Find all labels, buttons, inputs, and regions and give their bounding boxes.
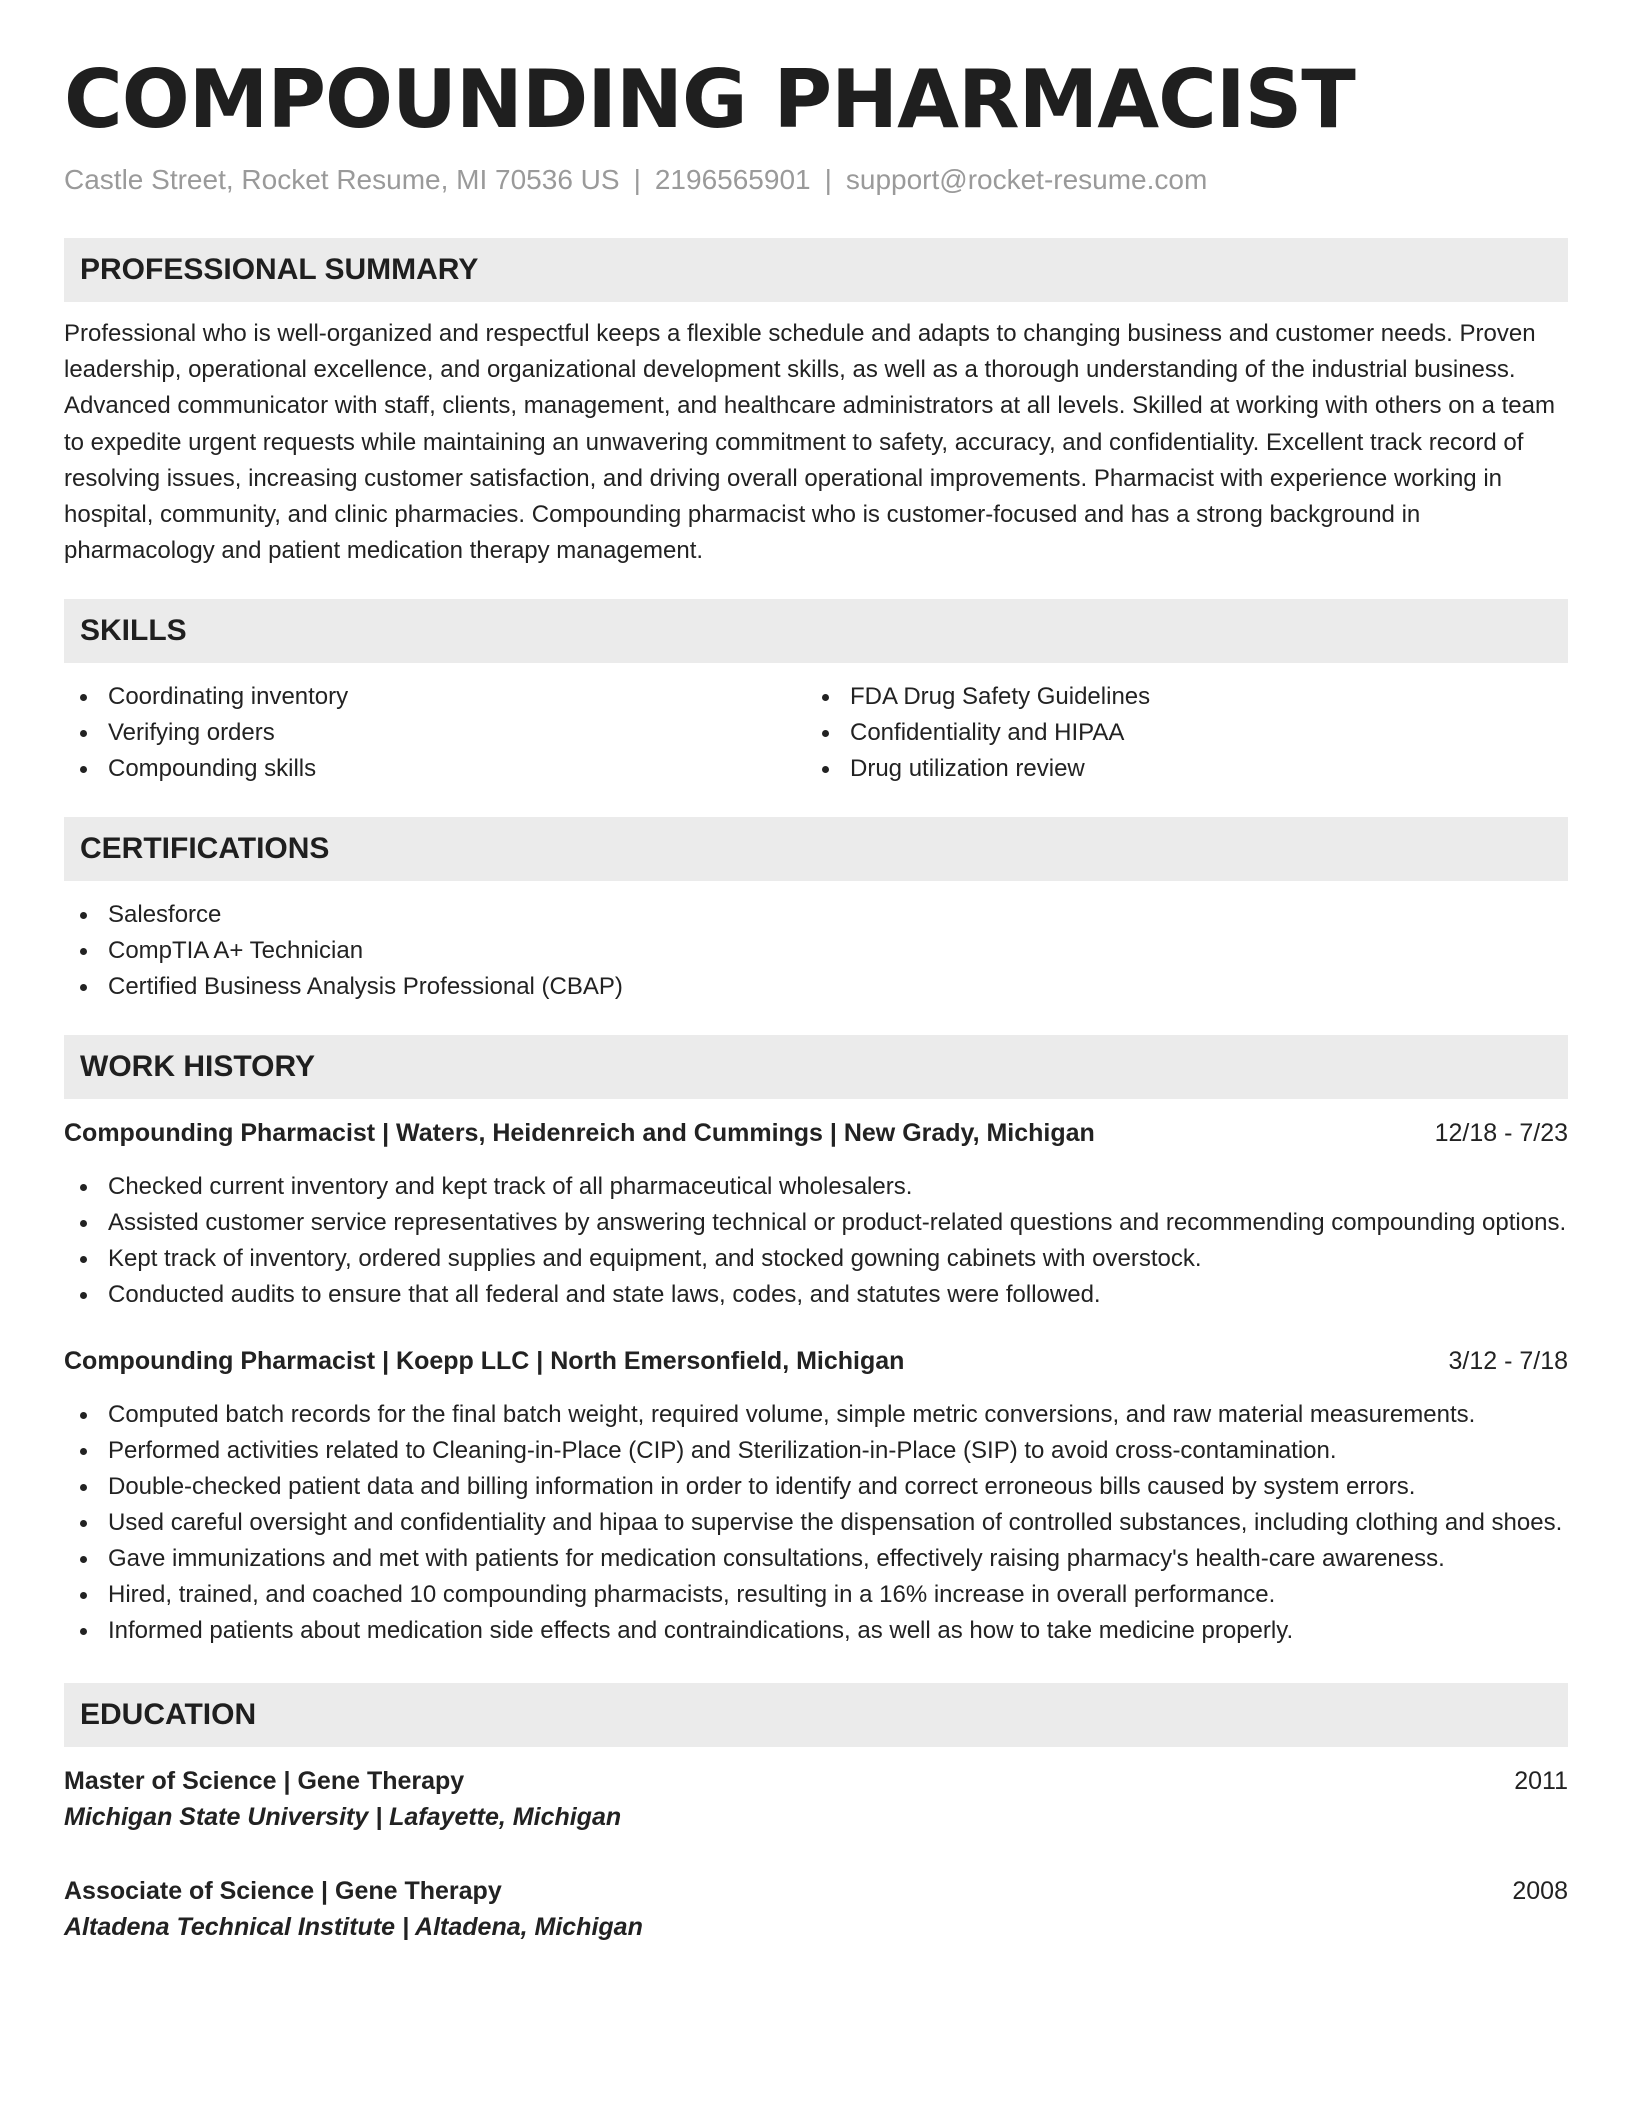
certifications-section-header: CERTIFICATIONS bbox=[64, 817, 1568, 881]
job-bullet: Computed batch records for the final batch weight, required volume, simple metric conversions, and raw material measurements. bbox=[64, 1397, 1568, 1433]
certifications-list bbox=[64, 897, 1568, 1005]
job-bullets bbox=[64, 1397, 1568, 1649]
education-year: 2008 bbox=[1512, 1877, 1568, 1906]
education-header bbox=[64, 1763, 1568, 1799]
job-bullet: Checked current inventory and kept track of all pharmaceutical wholesalers. bbox=[64, 1169, 1568, 1205]
job-bullet: Performed activities related to Cleaning-in-Place (CIP) and Sterilization-in-Place (SIP) to avoid cross-contamination. bbox=[64, 1433, 1568, 1469]
contact-line bbox=[64, 162, 1568, 198]
job-entry bbox=[64, 1115, 1568, 1313]
job-bullet: Informed patients about medication side effects and contraindications, as well as how to take medicine properly. bbox=[64, 1613, 1568, 1649]
job-dates: 12/18 - 7/23 bbox=[1434, 1119, 1568, 1148]
certification-item: Salesforce bbox=[64, 897, 1568, 933]
skill-item: Confidentiality and HIPAA bbox=[806, 715, 1548, 751]
skills-list-right bbox=[806, 679, 1548, 787]
skill-item: Verifying orders bbox=[64, 715, 806, 751]
summary-section-header: PROFESSIONAL SUMMARY bbox=[64, 238, 1568, 302]
education-school: Michigan State University | Lafayette, Michigan bbox=[64, 1803, 622, 1832]
education-header bbox=[64, 1873, 1568, 1909]
summary-text: Professional who is well-organized and respectful keeps a flexible schedule and adapts to changing business and customer needs. Proven leadership, operational excellence, and organizational development skills, as well as a thorough understanding of the industrial business. Advanced communicator with staff, clients, management, and healthcare administrators at all levels. Skilled at working with others on a team to expedite urgent requests while maintaining an unwavering commitment to safety, accuracy, and confidentiality. Excellent track record of resolving issues, increasing customer satisfaction, and driving overall operational improvements. Pharmacist with experience working in hospital, community, and clinic pharmacies. Compounding pharmacist who is customer-focused and has a strong background in pharmacology and patient medication therapy management. bbox=[64, 320, 1555, 565]
skills-columns bbox=[64, 679, 1568, 787]
education-degree: Master of Science | Gene Therapy bbox=[64, 1767, 465, 1796]
contact-separator: | bbox=[824, 164, 832, 195]
education-degree: Associate of Science | Gene Therapy bbox=[64, 1877, 502, 1906]
job-bullet: Kept track of inventory, ordered supplies and equipment, and stocked gowning cabinets with overstock. bbox=[64, 1241, 1568, 1277]
education-year: 2011 bbox=[1514, 1767, 1568, 1796]
certification-item: Certified Business Analysis Professional (CBAP) bbox=[64, 969, 1568, 1005]
job-entry bbox=[64, 1343, 1568, 1649]
certification-item: CompTIA A+ Technician bbox=[64, 933, 1568, 969]
contact-address: Castle Street, Rocket Resume, MI 70536 US bbox=[64, 164, 620, 195]
contact-separator: | bbox=[633, 164, 641, 195]
skill-item: Compounding skills bbox=[64, 751, 806, 787]
education-school: Altadena Technical Institute | Altadena, Michigan bbox=[64, 1913, 643, 1942]
job-header bbox=[64, 1343, 1568, 1379]
job-bullets bbox=[64, 1169, 1568, 1313]
skill-item: FDA Drug Safety Guidelines bbox=[806, 679, 1548, 715]
work-history-section-header: WORK HISTORY bbox=[64, 1035, 1568, 1099]
contact-phone: 2196565901 bbox=[654, 164, 811, 195]
job-dates: 3/12 - 7/18 bbox=[1448, 1347, 1568, 1376]
job-bullet: Assisted customer service representatives by answering technical or product-related questions and recommending compounding options. bbox=[64, 1205, 1568, 1241]
education-entry bbox=[64, 1763, 1568, 1835]
job-bullet: Gave immunizations and met with patients for medication consultations, effectively raising pharmacy's health-care awareness. bbox=[64, 1541, 1568, 1577]
job-title: Compounding Pharmacist | Waters, Heidenreich and Cummings | New Grady, Michigan bbox=[64, 1119, 1095, 1148]
skill-item: Drug utilization review bbox=[806, 751, 1548, 787]
job-title: Compounding Pharmacist | Koepp LLC | North Emersonfield, Michigan bbox=[64, 1347, 905, 1376]
education-entry bbox=[64, 1873, 1568, 1945]
job-bullet: Conducted audits to ensure that all federal and state laws, codes, and statutes were followed. bbox=[64, 1277, 1568, 1313]
resume-title: COMPOUNDING PHARMACIST bbox=[64, 53, 1355, 146]
education-section-header: EDUCATION bbox=[64, 1683, 1568, 1747]
job-bullet: Hired, trained, and coached 10 compounding pharmacists, resulting in a 16% increase in overall performance. bbox=[64, 1577, 1568, 1613]
contact-email[interactable]: support@rocket-resume.com bbox=[845, 164, 1208, 195]
skills-list-left bbox=[64, 679, 806, 787]
job-bullet: Double-checked patient data and billing information in order to identify and correct erroneous bills caused by system errors. bbox=[64, 1469, 1568, 1505]
job-bullet: Used careful oversight and confidentiality and hipaa to supervise the dispensation of controlled substances, including clothing and shoes. bbox=[64, 1505, 1568, 1541]
skills-section-header: SKILLS bbox=[64, 599, 1568, 663]
job-header bbox=[64, 1115, 1568, 1151]
skill-item: Coordinating inventory bbox=[64, 679, 806, 715]
